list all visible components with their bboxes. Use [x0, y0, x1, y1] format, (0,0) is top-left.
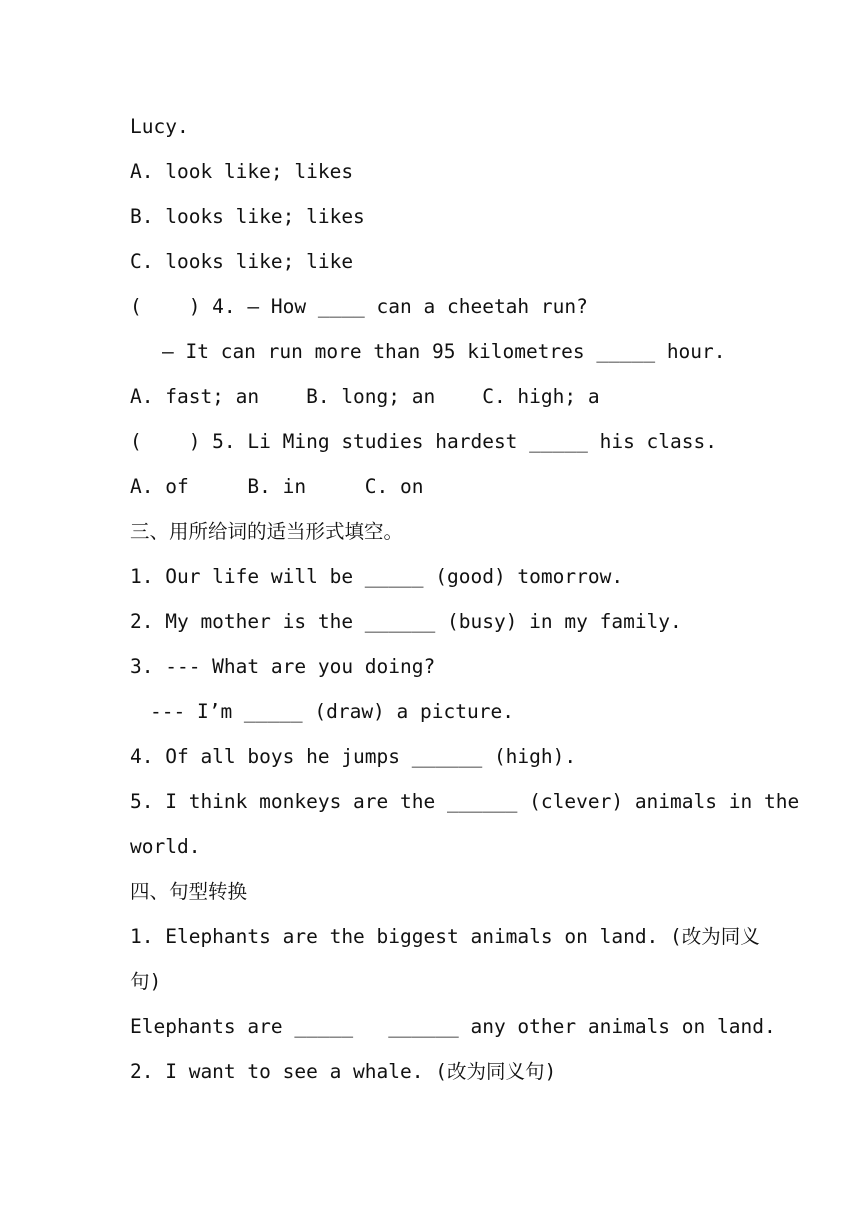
exercise-answer-line: --- I’m _____ (draw) a picture.: [150, 700, 514, 723]
exercise-line: 3. --- What are you doing?: [130, 655, 436, 678]
answer-line: — It can run more than 95 kilometres _____ hour.: [162, 340, 726, 363]
exercise-line-continued: 句): [130, 970, 162, 993]
option-line: B. looks like; likes: [130, 205, 365, 228]
exercise-line: 2. I want to see a whale. (改为同义句): [130, 1060, 557, 1083]
exercise-line: Elephants are _____ ______ any other animals on land.: [130, 1015, 776, 1038]
option-line: C. looks like; like: [130, 250, 354, 273]
exercise-line: 2. My mother is the ______ (busy) in my family.: [130, 610, 682, 633]
section-heading: 三、用所给词的适当形式填空。: [130, 520, 404, 543]
question-line: ( ) 5. Li Ming studies hardest _____ his class.: [130, 430, 717, 453]
exercise-line: 5. I think monkeys are the ______ (clever) animals in the: [130, 790, 800, 813]
exercise-line: 1. Elephants are the biggest animals on land. (改为同义: [130, 925, 760, 948]
exercise-line: 1. Our life will be _____ (good) tomorrow.: [130, 565, 624, 588]
exercise-line-continued: world.: [130, 835, 201, 858]
document-content: [130, 104, 800, 1094]
exercise-line: 4. Of all boys he jumps ______ (high).: [130, 745, 577, 768]
option-line: A. look like; likes: [130, 160, 354, 183]
question-line: ( ) 4. — How ____ can a cheetah run?: [130, 295, 588, 318]
section-heading: 四、句型转换: [130, 880, 248, 903]
option-line: A. of B. in C. on: [130, 475, 424, 498]
text-line: Lucy.: [130, 115, 189, 138]
option-line: A. fast; an B. long; an C. high; a: [130, 385, 600, 408]
